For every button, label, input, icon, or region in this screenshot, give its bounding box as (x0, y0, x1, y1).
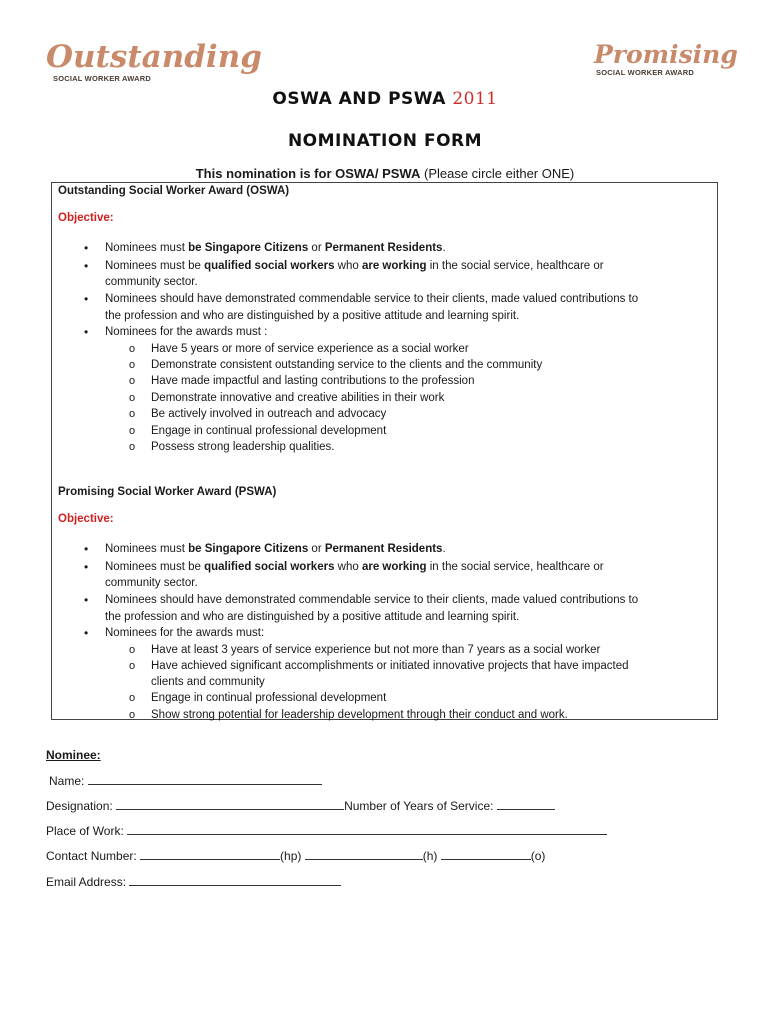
page-title-year: 2011 (452, 89, 498, 109)
intro-bold: This nomination is for OSWA/ PSWA (195, 166, 421, 181)
intro-note: (Please circle either ONE) (423, 166, 575, 181)
sub-bullet-marker: o (129, 660, 136, 672)
oswa-logo-tagline: SOCIAL WORKER AWARD (53, 74, 151, 83)
pswa-objective-label: Objective: (58, 513, 114, 525)
bullet-marker: • (84, 259, 89, 273)
oswa-criterion: Engage in continual professional development (151, 425, 387, 437)
oswa-qualification-continued: community sector. (105, 276, 198, 288)
sub-bullet-marker: o (129, 408, 136, 420)
pswa-service-requirement-continued: the profession and who are distinguished by a positive attitude and learning spirit. (105, 611, 520, 623)
home-label: (h) (422, 849, 438, 863)
pswa-criterion-continued: clients and community (151, 676, 265, 688)
pswa-qualification-continued: community sector. (105, 577, 198, 589)
sub-bullet-marker: o (129, 425, 136, 437)
bullet-marker: • (84, 325, 89, 339)
name-field-row (49, 773, 322, 788)
name-input-line[interactable] (88, 773, 322, 785)
pswa-logo-tagline: SOCIAL WORKER AWARD (596, 68, 694, 77)
oswa-criterion: Demonstrate consistent outstanding service to the clients and the community (151, 359, 543, 371)
oswa-citizenship-requirement: Nominees must be Singapore Citizens or Permanent Residents. (105, 242, 446, 254)
contact-hp-input-line[interactable] (140, 848, 280, 860)
contact-home-input-line[interactable] (305, 848, 423, 860)
years-of-service-input-line[interactable] (497, 798, 555, 810)
pswa-logo-script: Promising (594, 40, 738, 69)
bullet-marker: • (84, 626, 89, 640)
oswa-criterion: Demonstrate innovative and creative abilities in their work (151, 392, 445, 404)
page-title (0, 89, 770, 109)
oswa-heading: Outstanding Social Worker Award (OSWA) (58, 185, 290, 197)
years-of-service-label: Number of Years of Service: (344, 799, 494, 813)
oswa-service-requirement-continued: the profession and who are distinguished by a positive attitude and learning spirit. (105, 310, 520, 322)
oswa-criterion: Possess strong leadership qualities. (151, 441, 335, 453)
designation-input-line[interactable] (116, 798, 344, 810)
oswa-qualification-requirement: Nominees must be qualified social workers who are working in the social service, healthcare or (105, 260, 604, 272)
pswa-criterion: Have at least 3 years of service experience but not more than 7 years as a social worker (151, 644, 601, 656)
contact-number-label: Contact Number: (46, 849, 137, 863)
sub-bullet-marker: o (129, 692, 136, 704)
email-field-row (46, 874, 341, 889)
pswa-logo (594, 42, 738, 77)
sub-bullet-marker: o (129, 359, 136, 371)
sub-bullet-marker: o (129, 343, 136, 355)
contact-office-input-line[interactable] (441, 848, 531, 860)
pswa-qualification-requirement: Nominees must be qualified social workers who are working in the social service, healthcare or (105, 561, 604, 573)
oswa-logo-script: Outstanding (46, 39, 262, 75)
bullet-marker: • (84, 241, 89, 255)
oswa-criterion: Have made impactful and lasting contributions to the profession (151, 375, 475, 387)
sub-bullet-marker: o (129, 709, 136, 721)
oswa-service-requirement: Nominees should have demonstrated commendable service to their clients, made valued contributions to (105, 293, 639, 305)
pswa-criterion: Engage in continual professional development (151, 692, 387, 704)
oswa-criterion: Have 5 years or more of service experience as a social worker (151, 343, 469, 355)
bullet-marker: • (84, 542, 89, 556)
bullet-marker: • (84, 292, 89, 306)
pswa-citizenship-requirement: Nominees must be Singapore Citizens or Permanent Residents. (105, 543, 446, 555)
pswa-criterion: Show strong potential for leadership development through their conduct and work. (151, 709, 568, 721)
pswa-criteria-intro: Nominees for the awards must: (105, 627, 265, 639)
bullet-marker: • (84, 560, 89, 574)
place-of-work-input-line[interactable] (127, 823, 607, 835)
office-label: (o) (530, 849, 546, 863)
pswa-criterion: Have achieved significant accomplishments or initiated innovative projects that have impacted (151, 660, 629, 672)
sub-bullet-marker: o (129, 441, 136, 453)
oswa-objective-label: Objective: (58, 212, 114, 224)
email-input-line[interactable] (129, 874, 341, 886)
page-title-text: OSWA AND PSWA (272, 89, 446, 109)
nominee-heading: Nominee: (46, 748, 101, 762)
designation-label: Designation: (46, 799, 113, 813)
contact-field-row (46, 848, 545, 863)
designation-field-row (46, 798, 555, 813)
email-address-label: Email Address: (46, 875, 127, 889)
sub-bullet-marker: o (129, 392, 136, 404)
oswa-criteria-intro: Nominees for the awards must : (105, 326, 268, 338)
place-of-work-field-row (46, 823, 607, 838)
pswa-heading: Promising Social Worker Award (PSWA) (58, 486, 277, 498)
hp-label: (hp) (280, 849, 302, 863)
sub-bullet-marker: o (129, 644, 136, 656)
bullet-marker: • (84, 593, 89, 607)
page-subtitle: NOMINATION FORM (287, 131, 483, 151)
pswa-service-requirement: Nominees should have demonstrated commendable service to their clients, made valued contributions to (105, 594, 639, 606)
oswa-criterion: Be actively involved in outreach and advocacy (151, 408, 387, 420)
oswa-logo (46, 39, 262, 83)
sub-bullet-marker: o (129, 375, 136, 387)
name-label: Name: (49, 774, 85, 788)
nomination-intro (0, 166, 770, 181)
place-of-work-label: Place of Work: (46, 824, 124, 838)
